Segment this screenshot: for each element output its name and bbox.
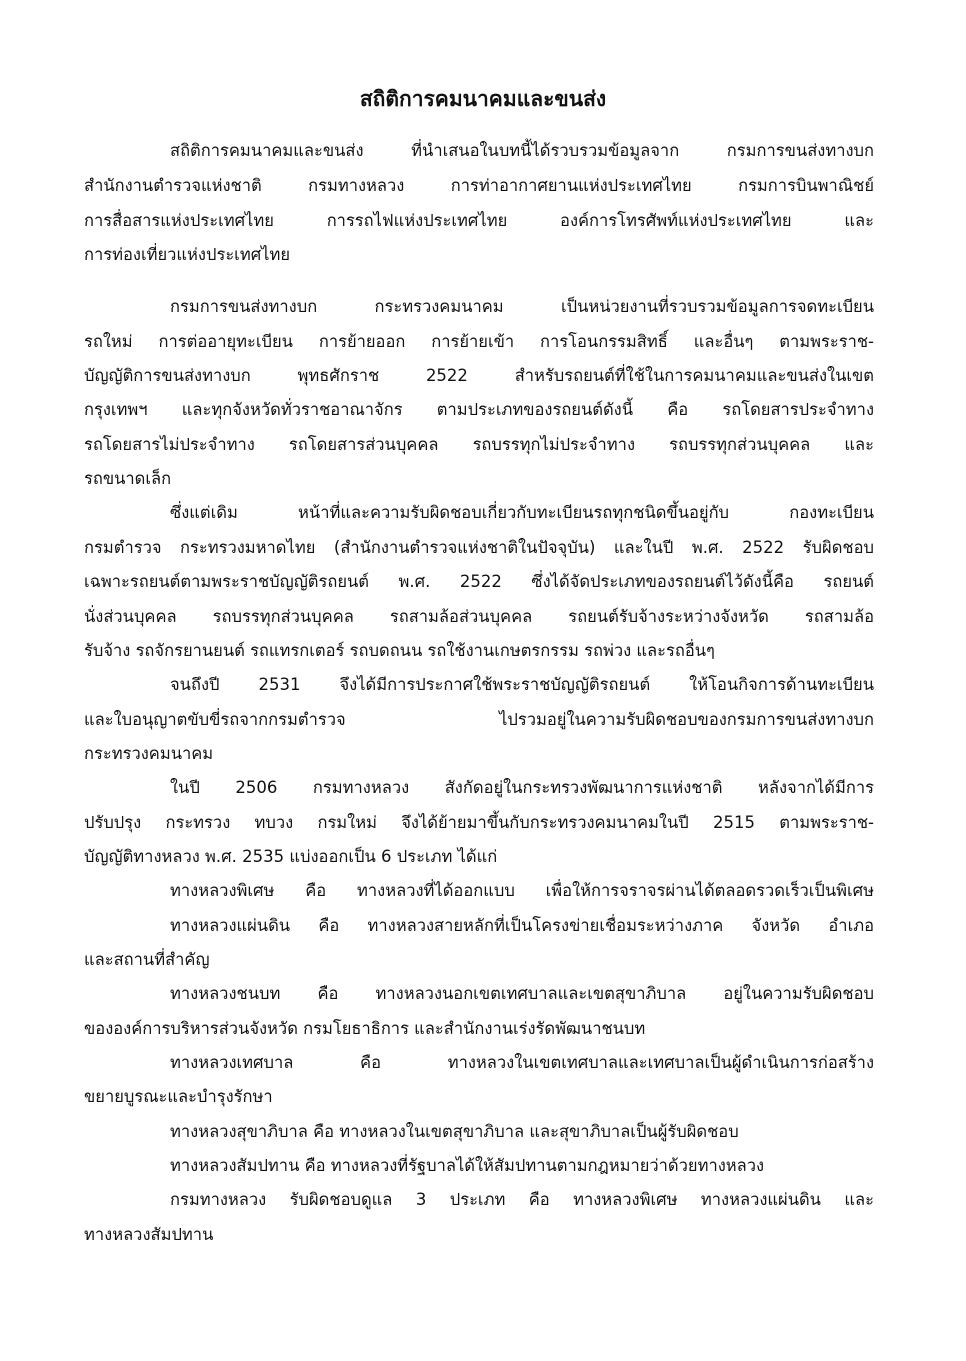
text-line: ทางหลวงชนบท คือ ทางหลวงนอกเขตเทศบาลและเขตสุขาภิบาล อยู่ในความรับผิดชอบ — [170, 984, 874, 1003]
text-line: กรมตำรวจ กระทรวงมหาดไทย (สำนักงานตำรวจแห่งชาติในปัจจุบัน) และในปี พ.ศ. 2522 รับผิดชอบ — [84, 538, 874, 557]
text-line: เฉพาะรถยนต์ตามพระราชบัญญัติรถยนต์ พ.ศ. 2522 ซึ่งได้จัดประเภทของรถยนต์ไว้ดังนี้คือ รถยนต์ — [84, 572, 874, 591]
text-line: กรมการขนส่งทางบก กระทรวงคมนาคม เป็นหน่วยงานที่รวบรวมข้อมูลการจดทะเบียน — [170, 297, 874, 316]
text-line: ซึ่งแต่เดิม หน้าที่และความรับผิดชอบเกี่ยวกับทะเบียนรถทุกชนิดขึ้นอยู่กับ กองทะเบียน — [170, 503, 874, 522]
text-line: รถขนาดเล็ก — [84, 469, 172, 488]
text-line: นั่งส่วนบุคคล รถบรรทุกส่วนบุคคล รถสามล้อส่วนบุคคล รถยนต์รับจ้างระหว่างจังหวัด รถสามล้อ — [84, 607, 874, 626]
text-line: ทางหลวงสัมปทาน — [84, 1225, 214, 1244]
text-line: ทางหลวงสุขาภิบาล คือ ทางหลวงในเขตสุขาภิบาล และสุขาภิบาลเป็นผู้รับผิดชอบ — [170, 1122, 739, 1141]
text-line: ทางหลวงสัมปทาน คือ ทางหลวงที่รัฐบาลได้ให้สัมปทานตามกฎหมายว่าด้วยทางหลวง — [170, 1156, 765, 1175]
text-line: สถิติการคมนาคมและขนส่ง ที่นำเสนอในบทนี้ได้รวบรวมข้อมูลจาก กรมการขนส่งทางบก — [170, 141, 874, 160]
text-line: การท่องเที่ยวแห่งประเทศไทย — [84, 245, 291, 264]
text-line: สำนักงานตำรวจแห่งชาติ กรมทางหลวง การท่าอากาศยานแห่งประเทศไทย กรมการบินพาณิชย์ — [84, 176, 874, 195]
text-line: กระทรวงคมนาคม — [84, 744, 214, 763]
text-line: ทางหลวงพิเศษ คือ ทางหลวงที่ได้ออกแบบ เพื่อให้การจราจรผ่านได้ตลอดรวดเร็วเป็นพิเศษ — [170, 881, 874, 900]
text-line: จนถึงปี 2531 จึงได้มีการประกาศใช้พระราชบัญญัติรถยนต์ ให้โอนกิจการด้านทะเบียน — [170, 675, 874, 694]
text-line: และใบอนุญาตขับขี่รถจากกรมตำรวจ ไปรวมอยู่ในความรับผิดชอบของกรมการขนส่งทางบก — [84, 710, 874, 729]
text-line: ปรับปรุง กระทรวง ทบวง กรมใหม่ จึงได้ย้ายมาขึ้นกับกระทรวงคมนาคมในปี 2515 ตามพระราช- — [84, 813, 874, 832]
text-line: บัญญัติทางหลวง พ.ศ. 2535 แบ่งออกเป็น 6 ประเภท ได้แก่ — [84, 847, 498, 866]
text-line: ทางหลวงเทศบาล คือ ทางหลวงในเขตเทศบาลและเทศบาลเป็นผู้ดำเนินการก่อสร้าง — [170, 1053, 874, 1072]
text-line: และสถานที่สำคัญ — [84, 950, 210, 969]
text-line: การสื่อสารแห่งประเทศไทย การรถไฟแห่งประเทศไทย องค์การโทรศัพท์แห่งประเทศไทย และ — [84, 211, 874, 230]
text-line: กรุงเทพฯ และทุกจังหวัดทั่วราชอาณาจักร ตามประเภทของรถยนต์ดังนี้ คือ รถโดยสารประจำทาง — [84, 400, 874, 419]
text-line: กรมทางหลวง รับผิดชอบดูแล 3 ประเภท คือ ทางหลวงพิเศษ ทางหลวงแผ่นดิน และ — [170, 1190, 874, 1209]
text-line: ในปี 2506 กรมทางหลวง สังกัดอยู่ในกระทรวงพัฒนาการแห่งชาติ หลังจากได้มีการ — [170, 778, 874, 797]
text-line: ขยายบูรณะและบำรุงรักษา — [84, 1087, 273, 1106]
text-line: รถโดยสารไม่ประจำทาง รถโดยสารส่วนบุคคล รถบรรทุกไม่ประจำทาง รถบรรทุกส่วนบุคคล และ — [84, 435, 874, 454]
text-line: รถใหม่ การต่ออายุทะเบียน การย้ายออก การย้ายเข้า การโอนกรรมสิทธิ์ และอื่นๆ ตามพระราช- — [84, 332, 874, 351]
document-title: สถิติการคมนาคมและขนส่ง — [359, 87, 607, 111]
text-line: รับจ้าง รถจักรยานยนต์ รถแทรกเตอร์ รถบดถนน รถใช้งานเกษตรกรรม รถพ่วง และรถอื่นๆ — [84, 641, 715, 660]
text-line: ขององค์การบริหารส่วนจังหวัด กรมโยธาธิการ และสำนักงานเร่งรัดพัฒนาชนบท — [84, 1019, 646, 1038]
text-line: ทางหลวงแผ่นดิน คือ ทางหลวงสายหลักที่เป็นโครงข่ายเชื่อมระหว่างภาค จังหวัด อำเภอ — [170, 916, 874, 935]
text-line: บัญญัติการขนส่งทางบก พุทธศักราช 2522 สำหรับรถยนต์ที่ใช้ในการคมนาคมและขนส่งในเขต — [84, 366, 874, 385]
